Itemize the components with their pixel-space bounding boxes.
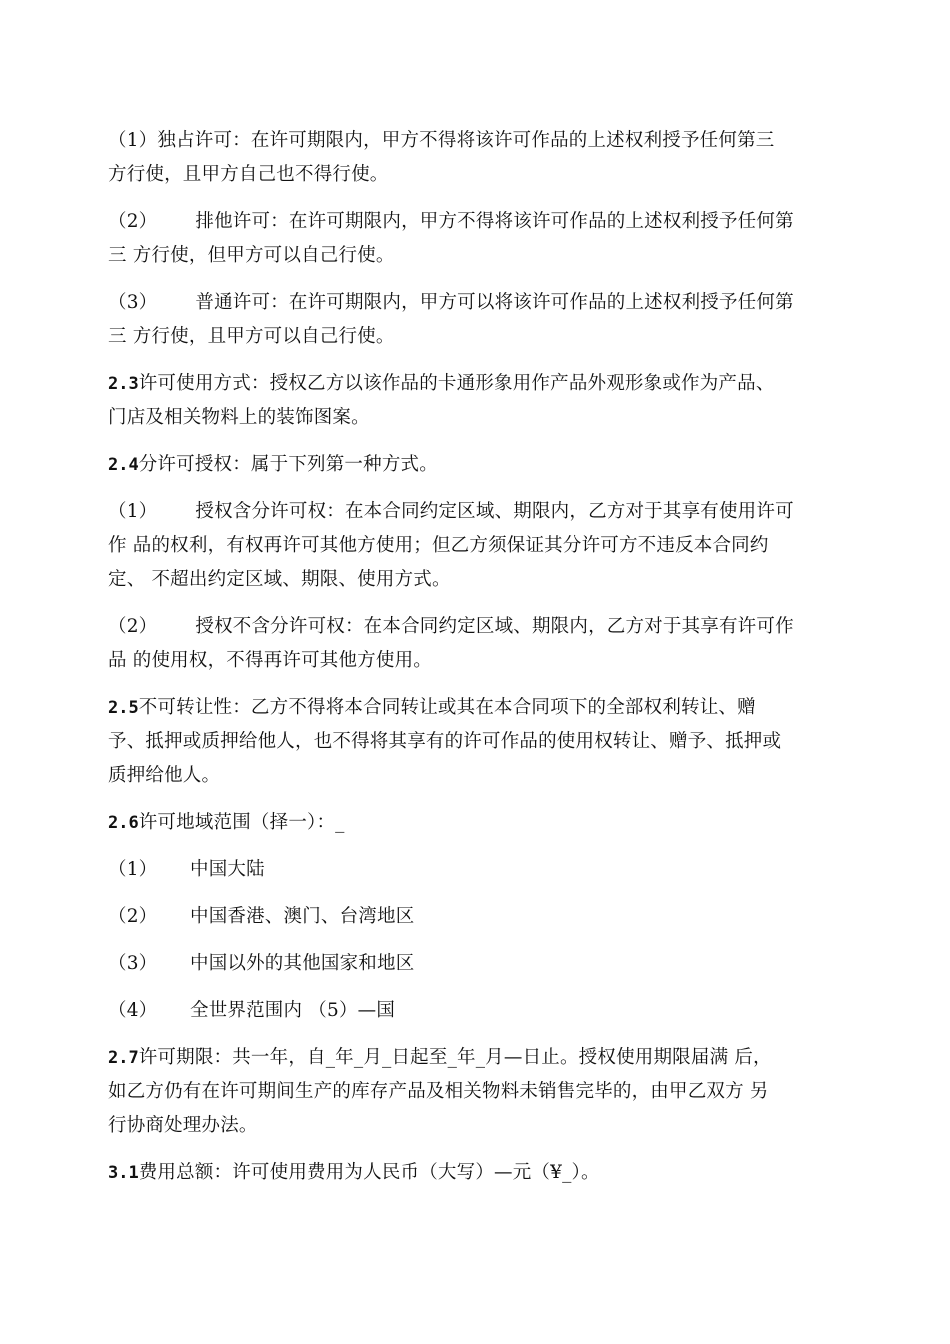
text-line: 门店及相关物料上的装饰图案。 — [108, 407, 370, 428]
text-line: 行协商处理办法。 — [108, 1115, 258, 1136]
section-text: 许可地域范围（择一）：_ — [138, 812, 345, 833]
text-line: 予、抵押或质押给他人，也不得将其享有的许可作品的使用权转让、赠予、抵押或 — [108, 731, 782, 752]
text-line — [108, 367, 848, 401]
text-line — [108, 691, 848, 725]
text-line — [108, 286, 848, 320]
region-option-overseas — [108, 947, 848, 981]
text-line — [108, 1156, 848, 1190]
text-line: 三 方行使，且甲方可以自己行使。 — [108, 326, 395, 347]
list-marker: （1） — [108, 501, 158, 522]
text-line: 作 品的权利，有权再许可其他方使用；但乙方须保证其分许可方不违反本合同约 — [108, 535, 769, 556]
option-text: 中国香港、澳门、台湾地区 — [190, 906, 415, 927]
section-number: 2.5 — [108, 698, 139, 718]
section-number: 2.3 — [108, 374, 139, 394]
section-2-4 — [108, 448, 848, 482]
list-marker: （2） — [108, 616, 158, 637]
text-line — [108, 853, 848, 887]
text-line — [108, 806, 848, 840]
section-text: 不可转让性：乙方不得将本合同转让或其在本合同项下的全部权利转让、赠 — [138, 697, 756, 718]
list-marker: （4） — [108, 1000, 158, 1021]
section-2-7 — [108, 1041, 848, 1143]
section-text: 许可期限：共一年，自_年_月_日起至_年_月—日止。授权使用期限届满 后， — [138, 1047, 772, 1068]
list-marker: （2） — [108, 906, 158, 927]
clause-sublicense-excluded — [108, 610, 848, 678]
list-marker: （2） — [108, 211, 158, 232]
clause-text: 授权含分许可权：在本合同约定区域、期限内，乙方对于其享有使用许可 — [195, 501, 794, 522]
option-text: 全世界范围内 （5）—国 — [190, 1000, 396, 1021]
clause-text: 排他许可：在许可期限内，甲方不得将该许可作品的上述权利授予任何第 — [195, 211, 794, 232]
section-text: 费用总额：许可使用费用为人民币（大写）—元（¥_）。 — [138, 1162, 600, 1183]
list-marker: （3） — [108, 953, 158, 974]
text-line — [108, 900, 848, 934]
text-line: 三 方行使，但甲方可以自己行使。 — [108, 245, 395, 266]
region-option-hk-macau-taiwan — [108, 900, 848, 934]
text-line — [108, 947, 848, 981]
text-line — [108, 610, 848, 644]
option-text: 中国以外的其他国家和地区 — [190, 953, 415, 974]
section-2-3 — [108, 367, 848, 435]
clause-sublicense-included — [108, 495, 848, 597]
text-line: 方行使，且甲方自己也不得行使。 — [108, 164, 389, 185]
section-3-1 — [108, 1156, 848, 1190]
clause-general-license — [108, 286, 848, 354]
section-2-5 — [108, 691, 848, 793]
clause-text: 授权不含分许可权：在本合同约定区域、期限内，乙方对于其享有许可作 — [195, 616, 794, 637]
clause-sole-license — [108, 205, 848, 273]
section-text: 分许可授权：属于下列第一种方式。 — [138, 454, 438, 475]
list-marker: （1） — [108, 859, 158, 880]
section-number: 2.4 — [108, 455, 139, 475]
section-2-6 — [108, 806, 848, 840]
document-page — [108, 124, 848, 1203]
section-text: 许可使用方式：授权乙方以该作品的卡通形象用作产品外观形象或作为产品、 — [138, 373, 775, 394]
region-option-mainland — [108, 853, 848, 887]
text-line — [108, 1041, 848, 1075]
text-line — [108, 448, 848, 482]
option-text: 中国大陆 — [190, 859, 265, 880]
text-line — [108, 495, 848, 529]
text-line: （1）独占许可：在许可期限内，甲方不得将该许可作品的上述权利授予任何第三 — [108, 130, 775, 151]
clause-exclusive-license — [108, 124, 848, 192]
text-line — [108, 205, 848, 239]
list-marker: （3） — [108, 292, 158, 313]
text-line — [108, 994, 848, 1028]
region-option-worldwide — [108, 994, 848, 1028]
section-number: 2.7 — [108, 1048, 139, 1068]
section-number: 3.1 — [108, 1163, 139, 1183]
text-line: 质押给他人。 — [108, 765, 221, 786]
text-line: 定、 不超出约定区域、期限、使用方式。 — [108, 569, 451, 590]
text-line: 品 的使用权，不得再许可其他方使用。 — [108, 650, 432, 671]
clause-text: 普通许可：在许可期限内，甲方可以将该许可作品的上述权利授予任何第 — [195, 292, 794, 313]
section-number: 2.6 — [108, 813, 139, 833]
text-line: 如乙方仍有在许可期间生产的库存产品及相关物料未销售完毕的，由甲乙双方 另 — [108, 1081, 769, 1102]
